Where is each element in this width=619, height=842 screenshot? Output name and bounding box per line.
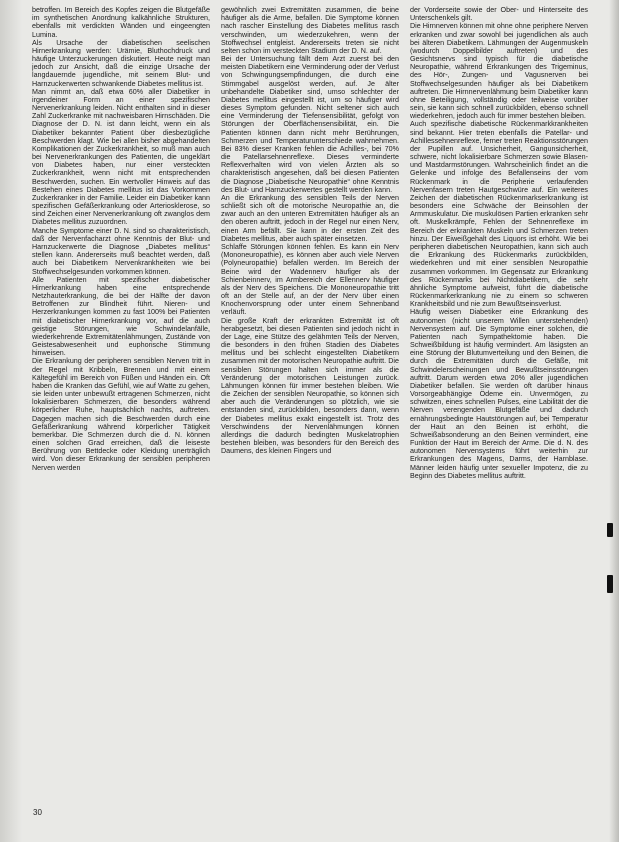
margin-mark xyxy=(607,523,613,537)
paragraph: Die Erkrankung der peripheren sensiblen Nerven tritt in der Regel mit Kribbeln, Brennen und mit einem Kältegefühl im Bereich von Füßen und Händen ein. Oft haben die Kranken das Gefühl, wie auf Watte zu gehen, sie leiden unter unbewußt ertragenen Schmerzen, nicht lokalisierbaren Schmerzen, die besonders während körperlicher Ruhe, hauptsächlich nachts, auftreten. Dagegen machen sich die Beschwerden durch eine Gefäßerkrankung während körperlicher Tätigkeit bemerkbar. Die Schmerzen durch die d. N. können einen solchen Grad erreichen, daß die leiseste Berührung von Bettdecke oder Kleidung unerträglich wird. Von dieser Erkrankung der sensiblen peripheren Nerven werden xyxy=(32,357,210,472)
page-number: 30 xyxy=(33,808,42,817)
paragraph: Als Ursache der diabetischen seelischen Hirnerkrankung werden: Urämie, Bluthochdruck und häufige Unterzuckerungen diskutiert. Heute neigt man jedoch zur Ansicht, daß die einzige Ursache der langdauernde jugendliche, mit seinem Blut- und Harnzuckerwerten schwankende Diabetes mellitus ist. xyxy=(32,38,210,88)
text-column-left xyxy=(32,6,210,824)
scan-gutter-shadow xyxy=(0,0,22,842)
text-column-right xyxy=(410,6,588,824)
paragraph: Schlaffe Störungen können fehlen. Es kann ein Nerv (Mononeuropathie), es können aber auch viele Nerven (Polyneuropathie) befallen werden. Im Bereich der Beine wird der Wadennerv häufiger als der Schienbeinnerv, im Armbereich der Ellennerv häufiger als der Nerv des Speichens. Die Mononeuropathie tritt oft an der Stelle auf, an der der Nerv über einen Knochenvorsprung oder unter einem Sehnenband verläuft. xyxy=(221,242,399,317)
paragraph: Die Hirnnerven können mit ohne ohne periphere Nerven erkranken und zwar sowohl bei jugendlichen als auch bei älteren Diabetikern. Lähmungen der Augenmuskeln (wodurch Doppelbilder auftreten) und des Gesichtsnervs sind typisch für die diabetische Neuropathie, während Erkrankungen des Trigeminus, des Hör-, Zungen- und Vagusnerven bei Stoffwechselgesunden häufiger als bei Diabetikern auftreten. Die Hirnnervenlähmung beim Diabetiker kann ohne Beteiligung, vollständig oder teilweise vorüber sein, sie kann sich schnell zurückbilden, ebenso schnell wiederkehren, jedoch auch für immer bestehen bleiben. xyxy=(410,22,588,121)
paragraph: Bei der Untersuchung fällt dem Arzt zuerst bei den meisten Diabetikern eine Verminderung oder der Verlust von Schwingungsempfindungen, die durch eine Stimmgabel ausgelöst werden, auf. Je älter unbehandelte Diabetiker sind, umso schlechter der Diabetes mellitus eingestellt ist, um so häufiger wird dieses Symptom gefunden. Nicht seltener sich auch eine Verminderung der Tiefensensibilität, gefolgt von Störungen der Oberflächensensibilität, ein. Die Patienten können dann nicht mehr Berührungen, Schmerzen und Temperaturunterschiede wahrnehmen. Bei 83% dieser Kranken fehlen die Achilles-, bei 70% die Patellarsehnenreflexe. Dieses verminderte Reflexverhalten wird von vielen Ärzten als so charakteristisch angesehen, daß bei diesen Patienten die Diagnose „Diabetische Neuropathie“ ohne Kenntnis des Blut- und Harnzuckerwertes gestellt werden kann. xyxy=(221,55,399,194)
margin-mark xyxy=(607,575,613,593)
paragraph: Manche Symptome einer D. N. sind so charakteristisch, daß der Nervenfacharzt ohne Kenntnis der Blut- und Harnzuckerwerte die Diagnose „Diabetes mellitus“ stellen kann. Andererseits muß beachtet werden, daß auch bei Diabetikern Nervenkrankheiten wie bei Stoffwechselgesunden vorkommen können. xyxy=(32,226,210,276)
paragraph: Alle Patienten mit spezifischer diabetischer Hirnerkrankung haben eine entsprechende Netzhauterkrankung, die bei der Hälfte der davon Betroffenen zur Blindheit führt. Nieren- und Herzerkrankungen kommen zu fast 100% bei Patienten mit diabetischer Hirnerkrankung vor, auf die auch geistige Störungen, wie Schwindelanfälle, wiederkehrende Extremitätenlähmungen, Zustände von Geistesabwesenheit und euphorische Stimmung hinweisen. xyxy=(32,275,210,358)
paragraph: der Vorderseite sowie der Ober- und Hinterseite des Unterschenkels gilt. xyxy=(410,6,588,23)
paragraph: Häufig weisen Diabetiker eine Erkrankung des autonomen (nicht unserem Willen unterstehenden) Nervensystem auf. Die Symptome einer solchen, die Patienten nach Sympathektomie haben. Die Schweißbildung ist häufig vermindert. Am läsigsten an eine Störung der Blutumverteilung und den Beinen, die durch die Extremitäten durch die Gefäße, mit Schwindelerscheinungen und Bewußtseinsstörungen auftritt. Darum werden etwa 20% aller jugendlichen Diabetiker befallen. Sie werden oft darüber hinaus Vorsorgeabhängige Ödeme ein. Unvermögen, zu schwitzen, eines schnellen Pulses, eine Labilität der die Nerven verengenden Blutgefäße und dadurch ernährungsbedingte Hautstörungen auf, bei Temperatur der Haut an den Beinen ist erhöht, die Schweißabsonderung an den Beinen vermindert, eine Funktion der Haut im Bereich der Arme. Die d. N. des autonomen Nervensystems führt weiterhin zur Erkrankungen des Magens, Darms, der Harnblase. Männer leiden häufig unter sexueller Impotenz, die zu Beginn des Diabetes mellitus auftritt. xyxy=(410,308,588,480)
paragraph: An die Erkrankung des sensiblen Teils der Nerven schließt sich oft die motorische Neuropathie an, die zwar auch an den unteren Extremitäten häufiger als an den oberen auftritt, jedoch in der Regel nur einen Nerv, einen Arm befällt. Sie kann in der ersten Zeit des Diabetes mellitus, aber auch später einsetzen. xyxy=(221,193,399,243)
paragraph: Auch spezifische diabetische Rückenmarkkrankheiten sind bekannt. Hier treten ebenfalls die Patellar- und Achillessehnenreflexe, ferner treten Reaktionsstörungen der Pupillen auf. Unsicherheit, Gangunsicherheit, schwere, nicht lokalisierbare Schmerzen sowie Blasen- und Mastdarmstörungen. Wahrscheinlich findet an die Gelenke und infolge des Befallenseins der vom Rückenmark in die Peripherie verlaufenden Nervenfasern treten Hautgeschwüre auf. Ein weiteres Zeichen der diabetischen Rückenmarkserkrankung ist besonders eine Schwäche der Beinsohlen der Armmuskulatur. Die muskulösen Partien erkranken sehr oft. Muskelkrämpfe, Fehlen der Sehnenreflexe im Bereich der erkrankten Muskeln und Schmerzen treten hinzu. Der Eiweißgehalt des Liquors ist erhöht. Wie bei peripheren diabetischen Neuropathien, kann sich auch die Erkrankung des Rückenmarks zurückbilden, wiederkehren und mit einer sensiblen Neuropathie zusammen vorkommen. Im Gegensatz zur Erkrankung des Rückenmarks bei Nichtdiabetikern, die sehr ähnliche Symptome aufweist, führt die diabetische Rückenmarkerkrankung nie zu einem so schweren Krankheitsbild und nie zum Bewußtseinsverlust. xyxy=(410,120,588,309)
paragraph: Man nimmt an, daß etwa 60% aller Diabetiker in irgendeiner Form an einer spezifischen Nervenerkrankung leiden. Nicht enthalten sind in dieser Zahl Zuckerkranke mit nachweisbaren Hirnschäden. Die Diagnose der D. N. ist dann leicht, wenn ein als Diabetiker bekannter Patient über diesbezügliche Beschwerden klagt. Wie bei allen bisher abgehandelten Komplikationen der Zuckerkrankheit, so muß man auch bei Nervenerkrankungen des Patienten, die ungeklärt von Diabetes haben, nur einer versteckten Zuckerkrankheit, wenn nicht mit entsprechenden Beschwerden, suchen. Ein wertvoller Hinweis auf das Bestehen eines Diabetes mellitus ist das Vorkommen Zuckerkranker in der Familie. Leider ein Diabetiker kann spezifischen Gefäßerkrankung oder Arteriosklerose, so sind Zeichen einer Nervenerkrankung oft zwanglos dem Diabetes mellitus zuzuordnen. xyxy=(32,87,210,227)
paragraph: betroffen. Im Bereich des Kopfes zeigen die Blutgefäße im synthetischen Anordnung kalkähnliche Strukturen, ebenfalls mit verdickten Wänden und eingeengten Lumina. xyxy=(32,6,210,39)
paragraph: Die große Kraft der erkrankten Extremität ist oft herabgesetzt, bei diesen Patienten sind jedoch nicht in der Lage, eine Stütze des gelähmten Teils der Nerven, die besonders in den frühen Stadien des Diabetes mellitus und bei schlecht eingestellten Diabetikern zusammen mit der motorischen Neuropathie auftritt. Die sensiblen Störungen halten sich immer als die Veränderung der motorischen Leistungen zurück. Lähmungen können für immer bestehen bleiben. Wie die Zeichen der sensiblen Neuropathie, so können sich aber auch die Veränderungen so plötzlich, wie sie entstanden sind, zurückbilden, besonders dann, wenn der Diabetes mellitus exakt eingestellt ist. Trotz des Verschwindens der Nervenlähmungen können allerdings die dadurch bedingten Muskelatrophien bestehen bleiben, was besonders für den Bereich des Daumens, des kleinen Fingers und xyxy=(221,316,399,456)
paragraph: gewöhnlich zwei Extremitäten zusammen, die beine häufiger als die Arme, befallen. Die Symptome können nach rascher Einstellung des Diabetes mellitus rasch verschwinden, um wiederzukehren, wenn der Stoffwechsel entgleist. Andererseits treten sie nicht selten schon im versteckten Stadium der D. N. auf. xyxy=(221,6,399,55)
text-column-middle xyxy=(221,6,399,824)
page-edge xyxy=(609,0,619,842)
